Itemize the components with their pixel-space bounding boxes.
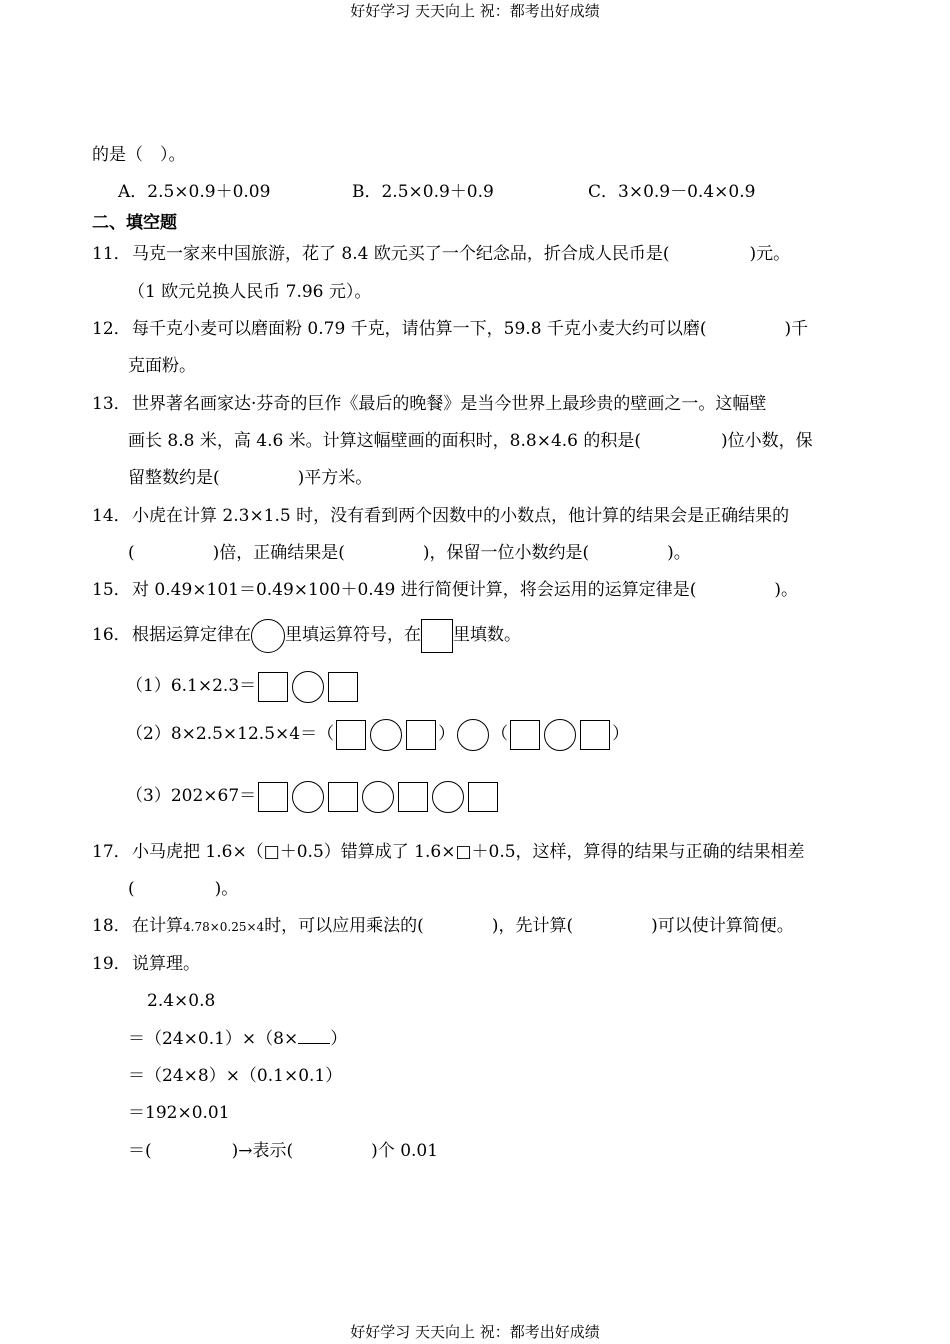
answer-square[interactable] [510, 720, 540, 750]
answer-underline[interactable] [298, 1027, 330, 1044]
answer-circle[interactable] [457, 719, 489, 751]
page-header: 好好学习 天天向上 祝：都考出好成绩 [350, 2, 600, 20]
question-12: 12．每千克小麦可以磨面粉 0.79 千克，请估算一下，59.8 千克小麦大约可以磨( )千 [92, 319, 809, 339]
question-18: 18．在计算4.78×0.25×4时，可以应用乘法的( )，先计算( )可以使计算简便。 [92, 916, 794, 936]
answer-square[interactable] [258, 672, 288, 702]
answer-square[interactable] [468, 782, 498, 812]
answer-square[interactable] [258, 782, 288, 812]
q10-tail: 的是（ ）。 [92, 145, 186, 165]
question-16-sub3: （3）202×67＝ [126, 778, 500, 814]
answer-circle[interactable] [292, 671, 324, 703]
question-number: 17． [92, 842, 131, 862]
answer-square[interactable] [336, 720, 366, 750]
answer-circle[interactable] [370, 719, 402, 751]
circle-placeholder [251, 619, 285, 653]
question-number: 18． [92, 916, 131, 936]
question-number: 11． [92, 244, 131, 264]
question-17: 17．小马虎把 1.6×（□＋0.5）错算成了 1.6×□＋0.5，这样，算得的结果与正确的结果相差 [92, 842, 805, 862]
work-row-4: ＝192×0.01 [128, 1103, 230, 1123]
question-11: 11．马克一家来中国旅游，花了 8.4 欧元买了一个纪念品，折合成人民币是( )元。 [92, 244, 791, 264]
question-11-note: （1 欧元兑换人民币 7.96 元）。 [128, 282, 372, 302]
question-17-line2: ( )。 [128, 879, 239, 899]
answer-square[interactable] [406, 720, 436, 750]
question-12-line2: 克面粉。 [128, 356, 196, 376]
answer-circle[interactable] [362, 781, 394, 813]
answer-square[interactable] [328, 672, 358, 702]
question-16-sub2: （2）8×2.5×12.5×4＝（ ） （ ） [126, 716, 629, 752]
answer-square[interactable] [398, 782, 428, 812]
answer-circle[interactable] [292, 781, 324, 813]
q10-option-c: C．3×0.9－0.4×0.9 [588, 182, 756, 202]
work-row-1: 2.4×0.8 [147, 991, 216, 1011]
question-13-line2: 画长 8.8 米，高 4.6 米。计算这幅壁画的面积时，8.8×4.6 的积是( )位小数，保 [128, 431, 813, 451]
question-number: 15． [92, 580, 131, 600]
answer-circle[interactable] [432, 781, 464, 813]
question-19: 19．说算理。 [92, 954, 200, 974]
work-row-5: ＝( )→表示( )个 0.01 [128, 1141, 439, 1161]
question-13-line3: 留整数约是( )平方米。 [128, 468, 373, 488]
square-placeholder [421, 619, 453, 653]
answer-circle[interactable] [544, 719, 576, 751]
question-16-sub1: （1）6.1×2.3＝ [126, 668, 360, 704]
question-number: 19． [92, 954, 131, 974]
question-number: 13． [92, 394, 131, 414]
page-footer: 好好学习 天天向上 祝：都考出好成绩 [350, 1323, 600, 1341]
question-number: 16． [92, 625, 131, 645]
question-14: 14．小虎在计算 2.3×1.5 时，没有看到两个因数中的小数点，他计算的结果会是正确结果的 [92, 506, 790, 526]
answer-square[interactable] [328, 782, 358, 812]
question-number: 14． [92, 506, 131, 526]
question-13: 13．世界著名画家达·芬奇的巨作《最后的晚餐》是当今世界上最珍贵的壁画之一。这幅壁 [92, 394, 767, 414]
q10-option-b: B．2.5×0.9＋0.9 [352, 182, 494, 202]
work-row-2: ＝（24×0.1）×（8× ） [128, 1029, 348, 1049]
work-row-3: ＝（24×8）×（0.1×0.1） [128, 1066, 343, 1086]
question-14-line2: ( )倍，正确结果是( )，保留一位小数约是( )。 [128, 543, 691, 563]
question-16: 16．根据运算定律在 里填运算符号，在 里填数。 [92, 618, 521, 653]
question-number: 12． [92, 319, 131, 339]
q10-option-a: A．2.5×0.9＋0.09 [118, 182, 271, 202]
question-15: 15．对 0.49×101＝0.49×100＋0.49 进行简便计算，将会运用的运算定律是( )。 [92, 580, 799, 600]
answer-square[interactable] [580, 720, 610, 750]
section-title: 二、填空题 [92, 213, 177, 233]
